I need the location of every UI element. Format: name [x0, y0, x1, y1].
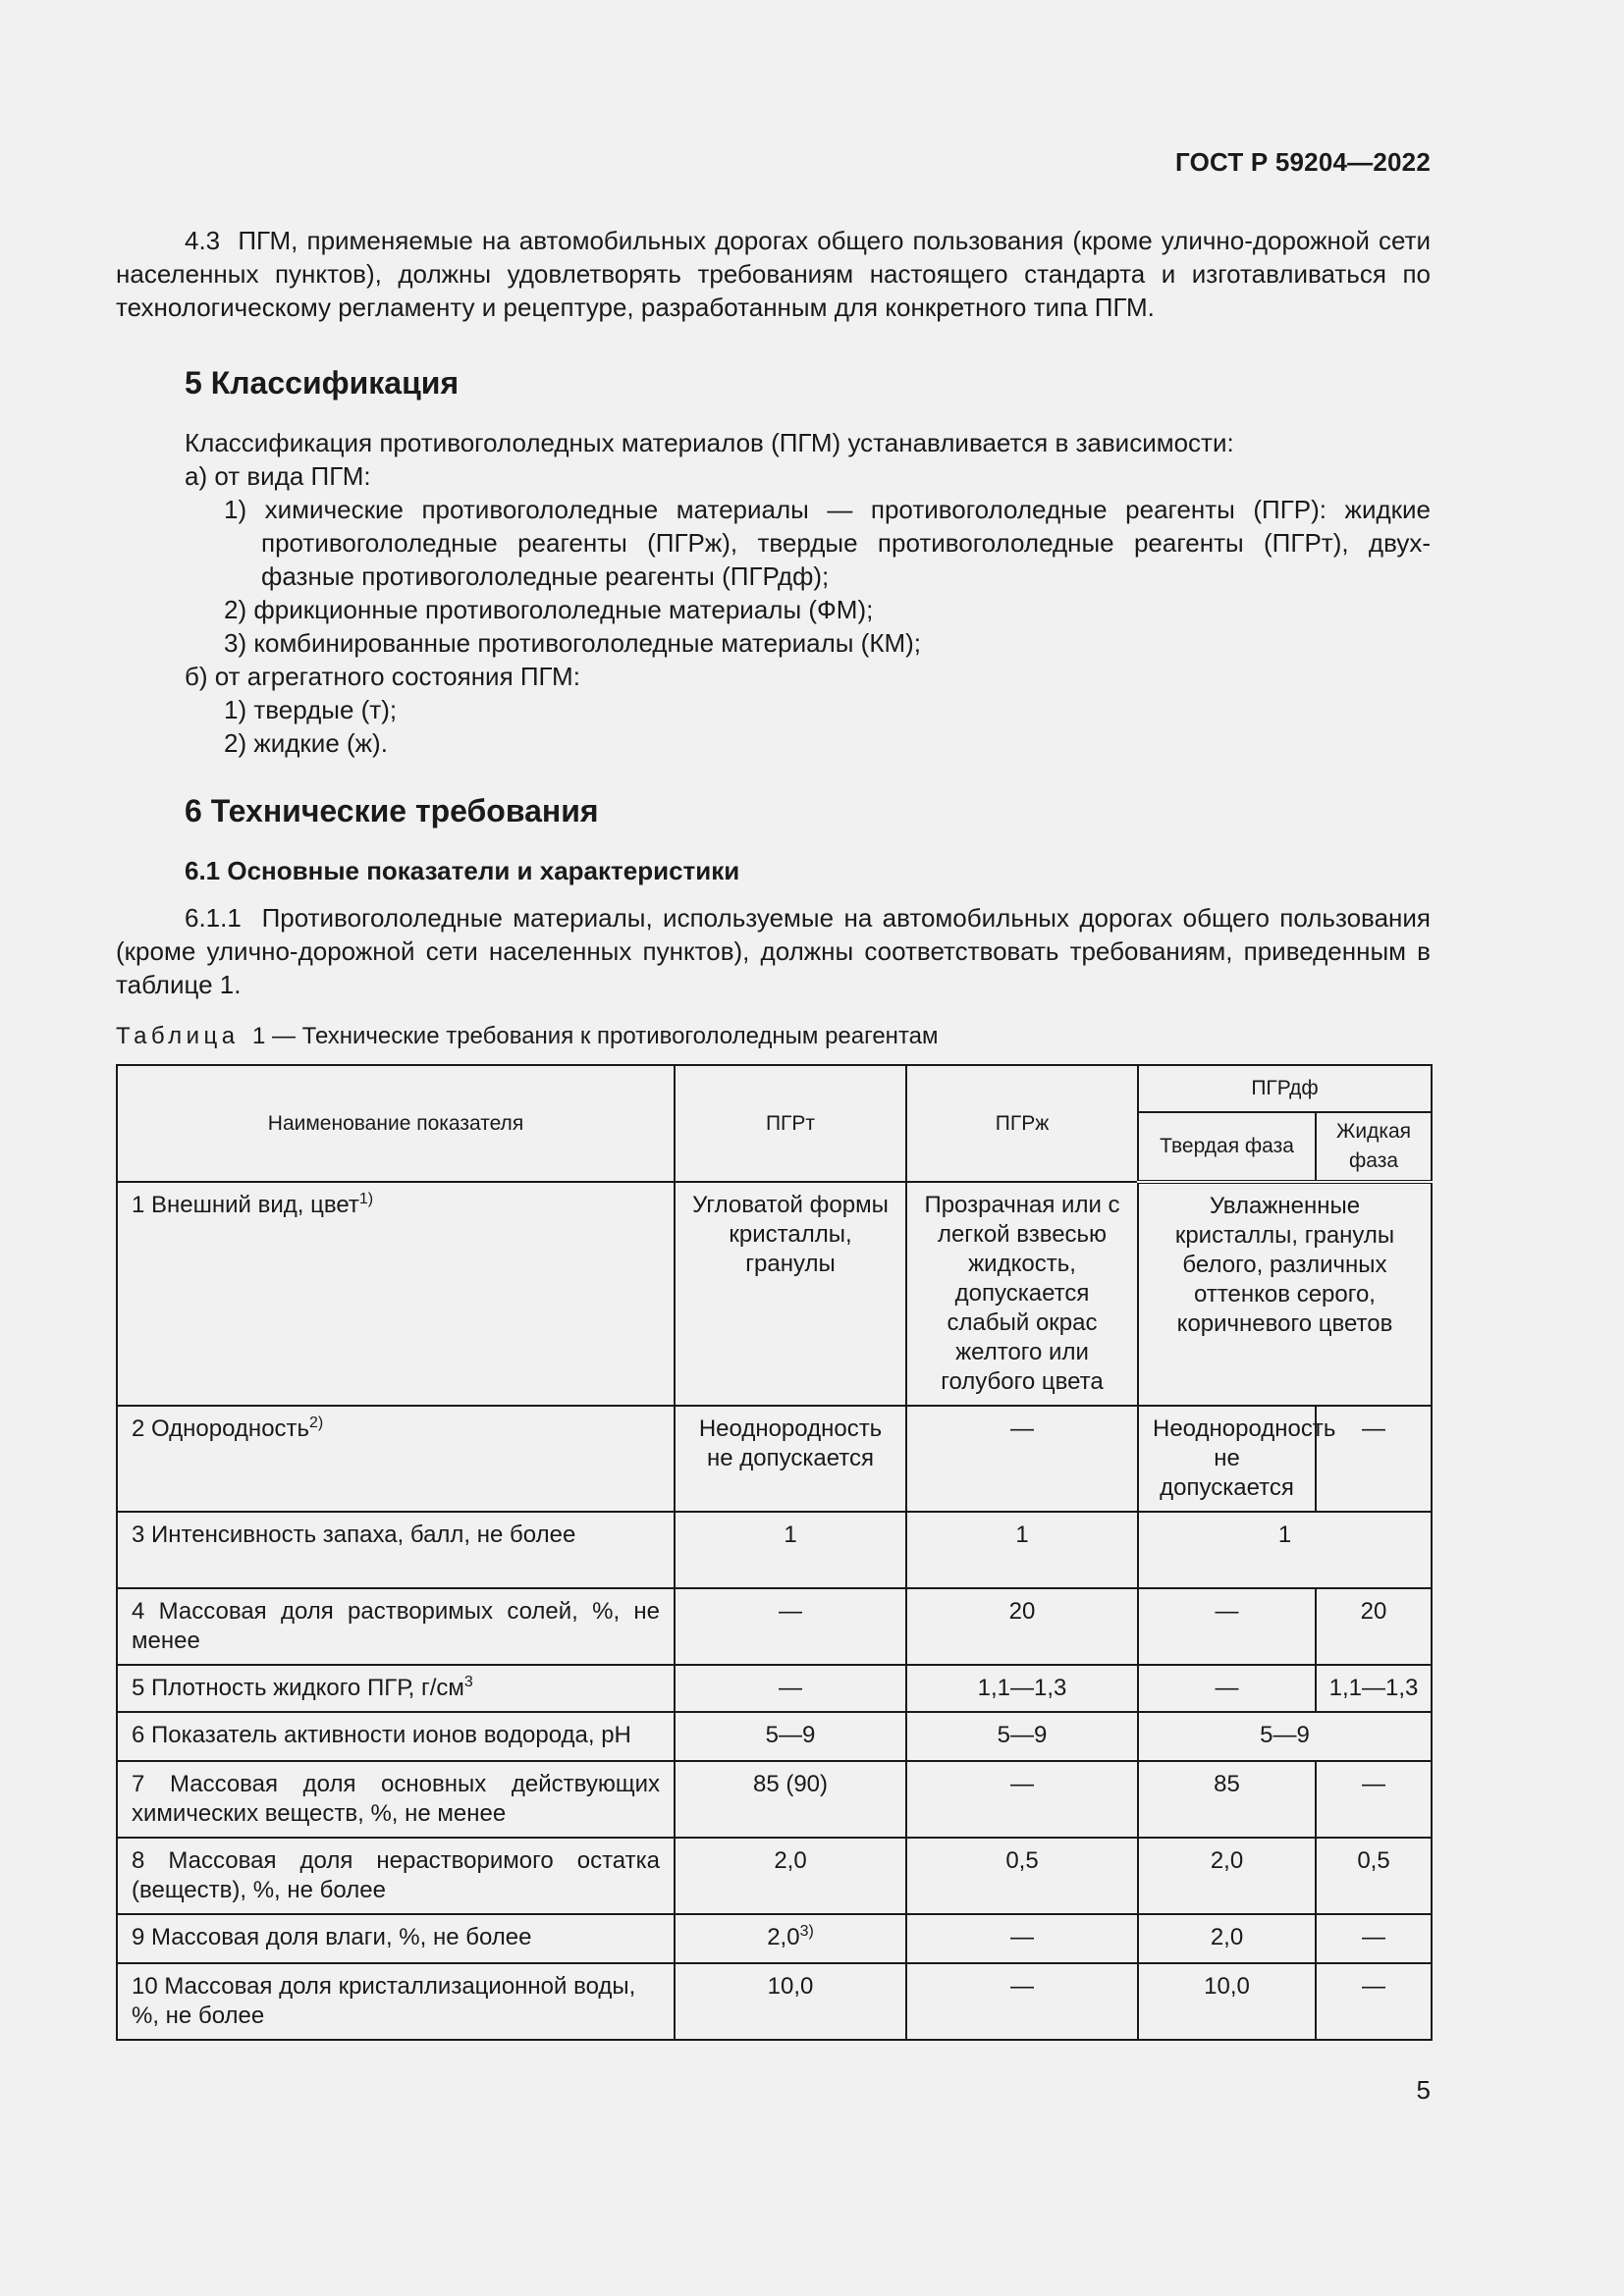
table-caption [116, 1023, 939, 1050]
row-8-solid: 2,0 [1138, 1838, 1316, 1914]
table-row [117, 1182, 1432, 1406]
row-7-liquid: — [1316, 1761, 1432, 1838]
header-pgrdf: ПГРдф [1138, 1065, 1432, 1112]
paragraph-number: 6.1.1 [185, 903, 242, 933]
row-5-pgrzh: 1,1—1,3 [906, 1665, 1138, 1712]
row-5-liquid: 1,1—1,3 [1316, 1665, 1432, 1712]
row-1-pgrzh: Прозрачная или с легкой взвесью жидкость, допускается слабый окрас желтого или голубого цвета [906, 1182, 1138, 1406]
paragraph-4-3 [116, 224, 1431, 324]
list-b-label: б) от агрегатного состояния ПГМ: [185, 662, 580, 691]
row-5-name: 5 Плотность жидкого ПГР, $г/см^3$ [117, 1665, 675, 1712]
row-4-pgrt: — [675, 1588, 906, 1665]
row-10-name: 10 Массовая доля кристаллизационной воды, %, не более [117, 1963, 675, 2040]
row-2-pgrt: Неоднородность не допускается [675, 1406, 906, 1512]
standard-designation: ГОСТ Р 59204—2022 [1175, 147, 1431, 177]
row-9-pgrt: 2,0$^{3)}$ [675, 1914, 906, 1963]
row-2-liquid: — [1316, 1406, 1432, 1512]
row-10-liquid: — [1316, 1963, 1432, 2040]
list-a-item-2: 2) фрикционные противогололедные материалы (ФМ); [224, 595, 874, 624]
table-row [117, 1512, 1432, 1588]
row-1-pgrdf: Увлажненные кристаллы, гранулы белого, различных оттенков серого, коричневого цветов [1138, 1182, 1432, 1406]
header-solid-phase: Твердая фаза [1138, 1112, 1316, 1182]
row-4-name: 4 Массовая доля растворимых солей, %, не менее [117, 1588, 675, 1665]
row-5-pgrt: — [675, 1665, 906, 1712]
row-10-solid: 10,0 [1138, 1963, 1316, 2040]
row-6-pgrdf: 5—9 [1138, 1712, 1432, 1761]
list-b-item-1: 1) твердые (т); [224, 695, 398, 724]
paragraph-text: ПГМ, применяемые на автомобильных дорогах общего пользования (кроме улично-дорожной сети населенных пунктов), должны удовлетворять требованиям настоящего стандарта и изготавливаться по технологическому регламенту и рецептуре, разработанным для конкретного типа ПГМ. [116, 226, 1431, 322]
row-1-pgrt: Угловатой формы кристаллы, гранулы [675, 1182, 906, 1406]
section-5-intro: Классификация противогололедных материалов (ПГМ) устанавливается в зависимости: [185, 428, 1234, 457]
row-9-name: 9 Массовая доля влаги, %, не более [117, 1914, 675, 1963]
requirements-table [116, 1064, 1433, 2041]
row-10-pgrt: 10,0 [675, 1963, 906, 2040]
row-2-name: 2 Однородность$^{2)}$ [117, 1406, 675, 1512]
row-9-liquid: — [1316, 1914, 1432, 1963]
paragraph-6-1-1 [116, 901, 1431, 1001]
page-number: 5 [1416, 2075, 1431, 2105]
row-3-pgrzh: 1 [906, 1512, 1138, 1588]
row-7-pgrzh: — [906, 1761, 1138, 1838]
row-6-pgrzh: 5—9 [906, 1712, 1138, 1761]
row-8-liquid: 0,5 [1316, 1838, 1432, 1914]
row-1-name: 1 Внешний вид, цвет$^{1)}$ [117, 1182, 675, 1406]
table-row [117, 1914, 1432, 1963]
header-name: Наименование показателя [117, 1065, 675, 1182]
list-a-item-3: 3) комбинированные противогололедные материалы (КМ); [224, 628, 921, 658]
header-pgrzh: ПГРж [906, 1065, 1138, 1182]
row-8-pgrt: 2,0 [675, 1838, 906, 1914]
row-8-name: 8 Массовая доля нерастворимого остатка (веществ), %, не более [117, 1838, 675, 1914]
list-a-label: а) от вида ПГМ: [185, 461, 371, 491]
row-7-solid: 85 [1138, 1761, 1316, 1838]
row-2-solid: Неоднородность не допускается [1138, 1406, 1316, 1512]
table-row [117, 1963, 1432, 2040]
row-2-pgrzh: — [906, 1406, 1138, 1512]
row-6-name: 6 Показатель активности ионов водорода, pH [117, 1712, 675, 1761]
list-a-item-1-line-1: 1) химические противогололедные материалы — противогололедные реагенты (ПГР): жидкие [224, 495, 1431, 524]
table-row [117, 1761, 1432, 1838]
row-6-pgrt: 5—9 [675, 1712, 906, 1761]
row-4-pgrzh: 20 [906, 1588, 1138, 1665]
row-7-pgrt: 85 (90) [675, 1761, 906, 1838]
row-9-pgrzh: — [906, 1914, 1138, 1963]
table-caption-text: 1 — Технические требования к противогололедным реагентам [251, 1023, 939, 1049]
row-4-liquid: 20 [1316, 1588, 1432, 1665]
paragraph-number: 4.3 [185, 226, 221, 255]
header-liquid-phase: Жидкая фаза [1316, 1112, 1432, 1182]
row-8-pgrzh: 0,5 [906, 1838, 1138, 1914]
list-b-item-2: 2) жидкие (ж). [224, 728, 388, 758]
row-5-solid: — [1138, 1665, 1316, 1712]
section-6-heading: 6 Технические требования [185, 793, 599, 828]
row-7-name: 7 Массовая доля основных действующих химических веществ, %, не менее [117, 1761, 675, 1838]
paragraph-text: Противогололедные материалы, используемые на автомобильных дорогах общего пользования (кроме улично-дорожной сети населенных пунктов), должны соответствовать требованиям, приведенным в таблице 1. [116, 903, 1431, 999]
table-row [117, 1588, 1432, 1665]
row-4-solid: — [1138, 1588, 1316, 1665]
table-row [117, 1406, 1432, 1512]
row-10-pgrzh: — [906, 1963, 1138, 2040]
table-row [117, 1712, 1432, 1761]
section-6-1-heading: 6.1 Основные показатели и характеристики [185, 856, 740, 885]
row-3-pgrt: 1 [675, 1512, 906, 1588]
row-9-solid: 2,0 [1138, 1914, 1316, 1963]
list-a-item-1-line-3: фазные противогололедные реагенты (ПГРдф); [261, 561, 830, 591]
header-pgrt: ПГРт [675, 1065, 906, 1182]
list-a-item-1-line-2: противогололедные реагенты (ПГРж), твердые противогололедные реагенты (ПГРт), двух- [261, 528, 1431, 558]
table-row [117, 1838, 1432, 1914]
section-5-heading: 5 Классификация [185, 365, 460, 400]
table-caption-word: Таблица [116, 1023, 240, 1049]
table-row [117, 1665, 1432, 1712]
row-3-pgrdf: 1 [1138, 1512, 1432, 1588]
row-3-name: 3 Интенсивность запаха, балл, не более [117, 1512, 675, 1588]
